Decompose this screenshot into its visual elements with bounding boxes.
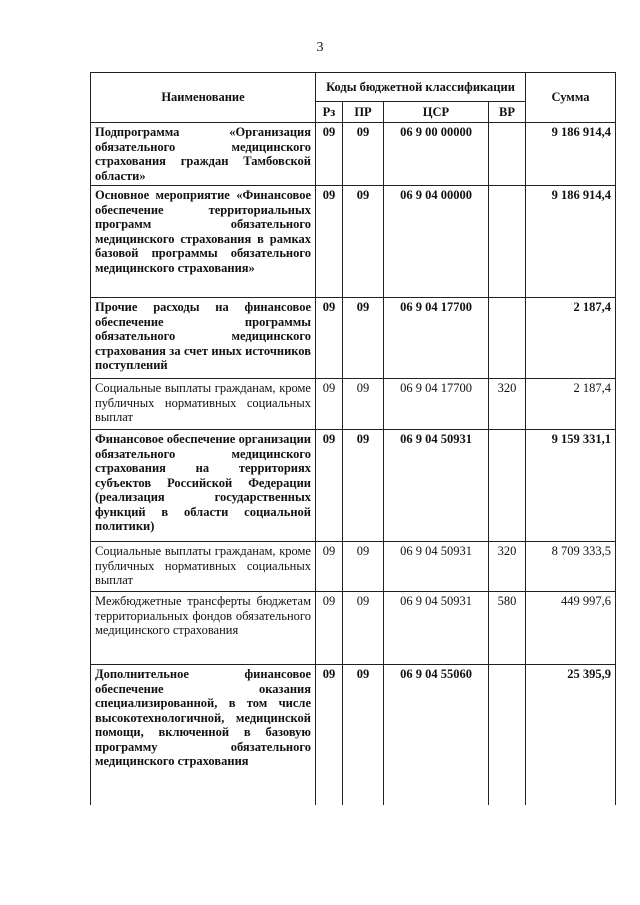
budget-table: [90, 72, 616, 805]
header-pr: ПР: [343, 102, 384, 123]
row-csr: 06 9 04 55060: [384, 665, 489, 805]
header-csr: ЦСР: [384, 102, 489, 123]
row-name: Межбюджетные трансферты бюджетам территориальных фондов обязательного медицинского страхования: [91, 592, 316, 665]
row-vr: 320: [489, 379, 526, 430]
row-vr: 320: [489, 542, 526, 592]
header-sum: Сумма: [526, 73, 616, 123]
row-pr: 09: [343, 298, 384, 379]
table-row: [91, 298, 616, 379]
row-csr: 06 9 04 50931: [384, 430, 489, 542]
header-vr: ВР: [489, 102, 526, 123]
row-csr: 06 9 04 17700: [384, 379, 489, 430]
row-vr: [489, 430, 526, 542]
row-csr: 06 9 00 00000: [384, 123, 489, 186]
row-csr: 06 9 04 17700: [384, 298, 489, 379]
table-row: [91, 665, 616, 805]
row-rz: 09: [316, 665, 343, 805]
row-pr: 09: [343, 430, 384, 542]
row-sum: 25 395,9: [526, 665, 616, 805]
row-name: Социальные выплаты гражданам, кроме публичных нормативных социальных выплат: [91, 542, 316, 592]
table-body: [91, 123, 616, 805]
row-sum: 9 159 331,1: [526, 430, 616, 542]
table-row: [91, 592, 616, 665]
page-number: 3: [316, 40, 324, 55]
row-vr: [489, 665, 526, 805]
row-sum: 9 186 914,4: [526, 123, 616, 186]
row-pr: 09: [343, 123, 384, 186]
row-name: Подпрограмма «Организация обязательного медицинского страхования граждан Тамбовской области»: [91, 123, 316, 186]
row-pr: 09: [343, 665, 384, 805]
row-pr: 09: [343, 542, 384, 592]
row-name: Финансовое обеспечение организации обязательного медицинского страхования на территориях субъектов Российской Федерации (реализация государственных функций в области социальной политики): [91, 430, 316, 542]
table-row: [91, 379, 616, 430]
row-rz: 09: [316, 430, 343, 542]
row-vr: [489, 298, 526, 379]
row-name: Социальные выплаты гражданам, кроме публичных нормативных социальных выплат: [91, 379, 316, 430]
row-rz: 09: [316, 298, 343, 379]
row-vr: [489, 186, 526, 298]
row-sum: 449 997,6: [526, 592, 616, 665]
row-rz: 09: [316, 592, 343, 665]
row-vr: 580: [489, 592, 526, 665]
row-pr: 09: [343, 592, 384, 665]
table-row: [91, 123, 616, 186]
table-row: [91, 186, 616, 298]
table-row: [91, 542, 616, 592]
row-sum: 2 187,4: [526, 298, 616, 379]
row-sum: 9 186 914,4: [526, 186, 616, 298]
row-sum: 8 709 333,5: [526, 542, 616, 592]
row-rz: 09: [316, 379, 343, 430]
header-rz: Рз: [316, 102, 343, 123]
row-rz: 09: [316, 186, 343, 298]
header-name: Наименование: [91, 73, 316, 123]
row-pr: 09: [343, 186, 384, 298]
row-rz: 09: [316, 542, 343, 592]
row-csr: 06 9 04 50931: [384, 542, 489, 592]
row-pr: 09: [343, 379, 384, 430]
row-rz: 09: [316, 123, 343, 186]
row-sum: 2 187,4: [526, 379, 616, 430]
row-vr: [489, 123, 526, 186]
row-name: Прочие расходы на финансовое обеспечение программы обязательного медицинского страхования за счет иных источников поступлений: [91, 298, 316, 379]
table-header: [91, 73, 616, 123]
row-csr: 06 9 04 00000: [384, 186, 489, 298]
row-name: Основное мероприятие «Финансовое обеспечение территориальных программ обязательного медицинского страхования в рамках базовой программы обязательного медицинского страхования»: [91, 186, 316, 298]
row-name: Дополнительное финансовое обеспечение оказания специализированной, в том числе высокотехнологичной, медицинской помощи, включенной в базовую программу обязательного медицинского страхования: [91, 665, 316, 805]
row-csr: 06 9 04 50931: [384, 592, 489, 665]
table-row: [91, 430, 616, 542]
header-codes: Коды бюджетной классификации: [316, 73, 526, 102]
